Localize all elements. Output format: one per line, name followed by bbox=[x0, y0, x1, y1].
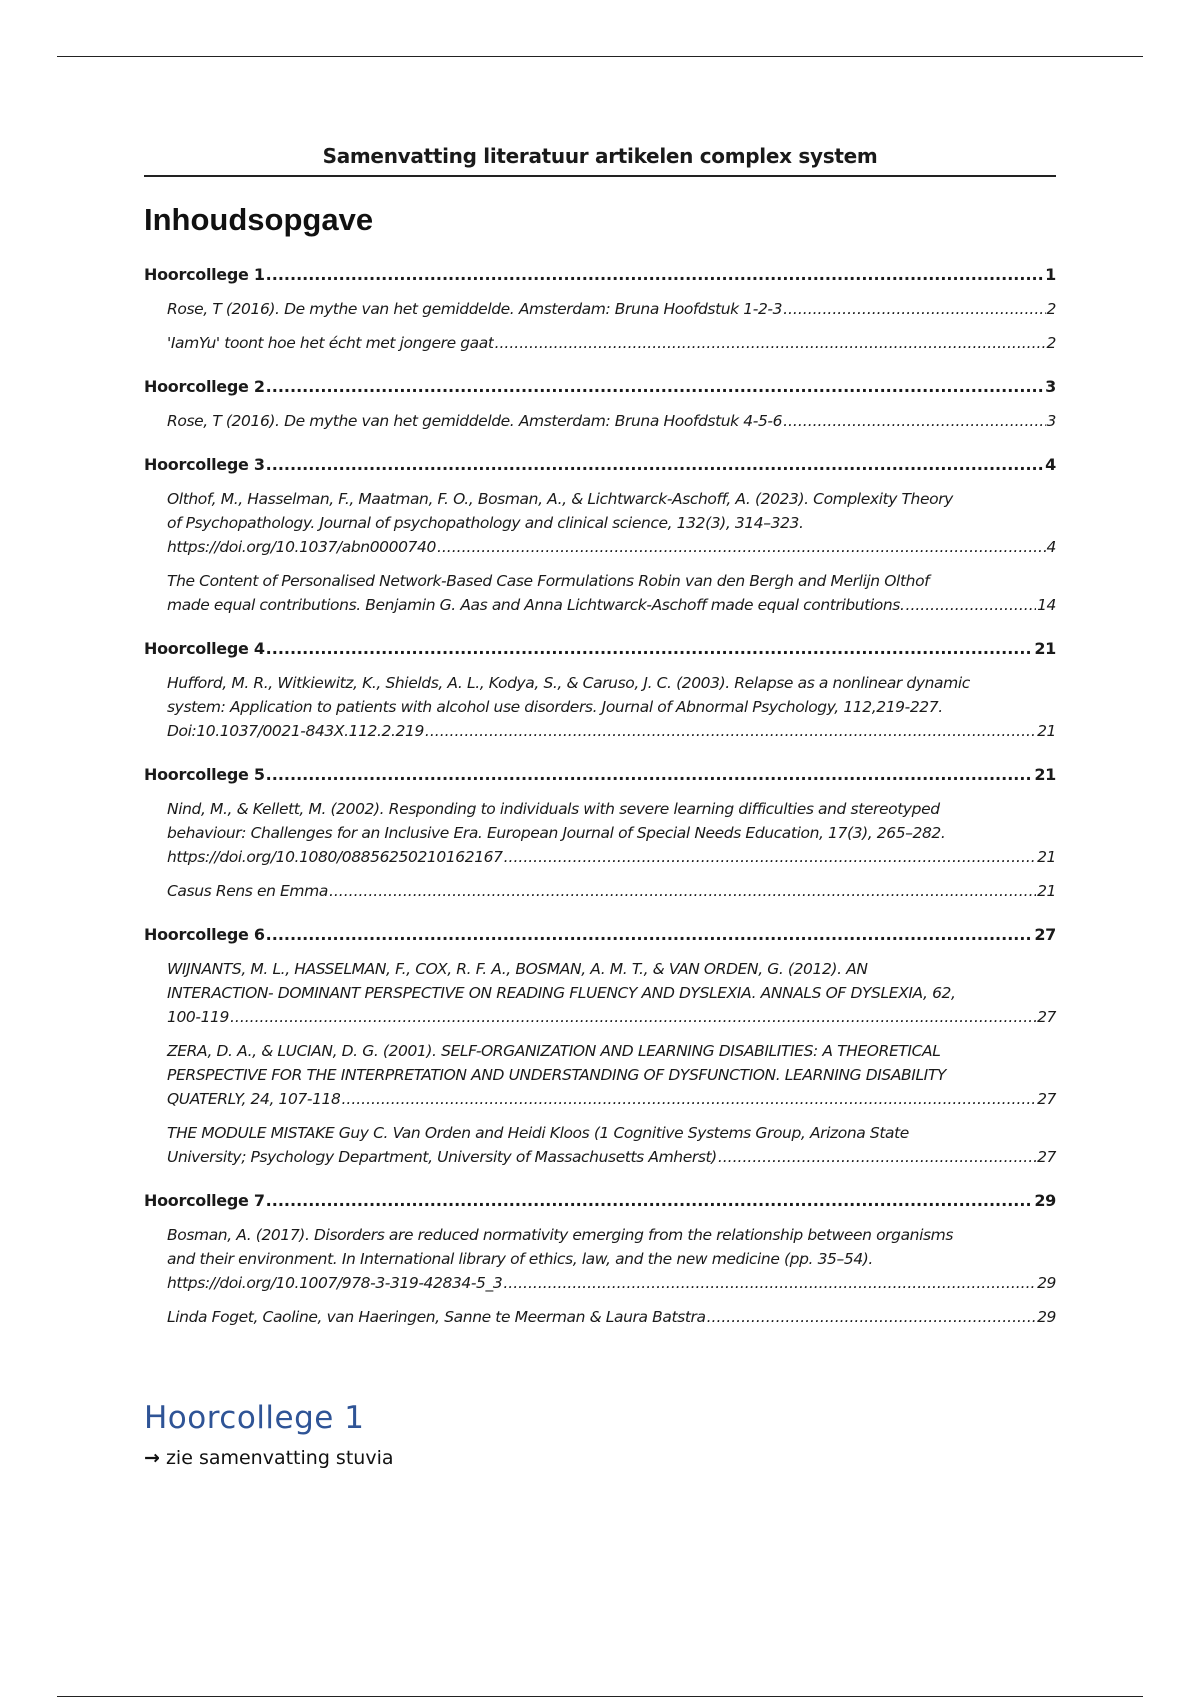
toc-page-number: 29 bbox=[1037, 1308, 1056, 1326]
toc-entry-line: behaviour: Challenges for an Inclusive Era. European Journal of Special Needs Education, 17(3), 265–282. bbox=[167, 824, 946, 842]
toc-page-number: 21 bbox=[1037, 882, 1056, 900]
toc-entry-line: https://doi.org/10.1080/08856250210162167 bbox=[167, 848, 503, 866]
toc-page-number: 14 bbox=[1037, 596, 1056, 614]
toc-entry-title: Hoorcollege 4 bbox=[144, 639, 265, 658]
toc-entry-line: Rose, T (2016). De mythe van het gemiddelde. Amsterdam: Bruna Hoofdstuk 4-5-6 bbox=[167, 412, 783, 430]
toc-entry-line: system: Application to patients with alcohol use disorders. Journal of Abnormal Psychology, 112,219-227. bbox=[167, 698, 943, 716]
toc-page-number: 27 bbox=[1037, 1008, 1056, 1026]
toc-leader-dots bbox=[266, 375, 1044, 399]
toc-entry-main[interactable] bbox=[144, 263, 1056, 287]
page-top-rule bbox=[57, 56, 1143, 57]
toc-entry-line: https://doi.org/10.1037/abn0000740 bbox=[167, 538, 436, 556]
toc-page-number: 21 bbox=[1037, 848, 1056, 866]
toc-entry-line: ZERA, D. A., & LUCIAN, D. G. (2001). SELF-ORGANIZATION AND LEARNING DISABILITIES: A THEORETICAL bbox=[167, 1042, 941, 1060]
toc-page-number: 2 bbox=[1046, 334, 1056, 352]
toc-leader-dots bbox=[266, 923, 1034, 947]
toc-leader-dots bbox=[425, 719, 1036, 743]
toc-entry-line: QUATERLY, 24, 107-118 bbox=[167, 1090, 341, 1108]
toc-entry-line: Olthof, M., Hasselman, F., Maatman, F. O., Bosman, A., & Lichtwarck-Aschoff, A. (2023). Complexity Theory bbox=[167, 490, 953, 508]
toc-page-number: 27 bbox=[1034, 925, 1056, 944]
toc-page-number: 29 bbox=[1034, 1191, 1056, 1210]
toc-entry-line: made equal contributions. Benjamin G. Aas and Anna Lichtwarck-Aschoff made equal contributions. bbox=[167, 596, 905, 614]
toc-page-number: 27 bbox=[1037, 1148, 1056, 1166]
toc-leader-dots bbox=[266, 763, 1034, 787]
toc-entry-sub[interactable] bbox=[144, 1305, 1056, 1329]
toc-leader-dots bbox=[437, 535, 1046, 559]
page-bottom-rule bbox=[57, 1696, 1143, 1697]
toc-entry-sub[interactable] bbox=[144, 297, 1056, 321]
toc-entry-sub[interactable] bbox=[144, 487, 1056, 559]
toc-leader-dots bbox=[266, 1189, 1034, 1213]
toc-entry-title: Hoorcollege 2 bbox=[144, 377, 265, 396]
toc-leader-dots bbox=[495, 331, 1046, 355]
toc-leader-dots bbox=[718, 1145, 1036, 1169]
toc-entry-main[interactable] bbox=[144, 1189, 1056, 1213]
toc-entry-line: Bosman, A. (2017). Disorders are reduced normativity emerging from the relationship between organisms bbox=[167, 1226, 954, 1244]
toc-entry-main[interactable] bbox=[144, 375, 1056, 399]
toc-leader-dots bbox=[906, 593, 1037, 617]
toc-leader-dots bbox=[503, 1271, 1036, 1295]
toc-leader-dots bbox=[230, 1005, 1036, 1029]
toc-entry-main[interactable] bbox=[144, 763, 1056, 787]
toc-leader-dots bbox=[341, 1087, 1036, 1111]
toc-entry-sub[interactable] bbox=[144, 1223, 1056, 1295]
toc-entry-title: Hoorcollege 7 bbox=[144, 1191, 265, 1210]
toc-entry-sub[interactable] bbox=[144, 1121, 1056, 1169]
toc-entry-line: PERSPECTIVE FOR THE INTERPRETATION AND UNDERSTANDING OF DYSFUNCTION. LEARNING DISABILITY bbox=[167, 1066, 946, 1084]
toc-entry-title: Hoorcollege 5 bbox=[144, 765, 265, 784]
toc-page-number: 21 bbox=[1034, 639, 1056, 658]
toc-leader-dots bbox=[329, 879, 1036, 903]
toc-entry-sub[interactable] bbox=[144, 1039, 1056, 1111]
toc-entry-line: Doi:10.1037/0021-843X.112.2.219 bbox=[167, 722, 424, 740]
toc-entry-line: University; Psychology Department, University of Massachusetts Amherst) bbox=[167, 1148, 717, 1166]
toc-entry-sub[interactable] bbox=[144, 409, 1056, 433]
toc-entry-sub[interactable] bbox=[144, 957, 1056, 1029]
toc-leader-dots bbox=[266, 263, 1044, 287]
toc-leader-dots bbox=[707, 1305, 1036, 1329]
toc-entry-sub[interactable] bbox=[144, 671, 1056, 743]
toc-entry-sub[interactable] bbox=[144, 569, 1056, 617]
toc-entry-line: Hufford, M. R., Witkiewitz, K., Shields, A. L., Kodya, S., & Caruso, J. C. (2003). Relapse as a nonlinear dynamic bbox=[167, 674, 970, 692]
section-body bbox=[144, 1447, 394, 1469]
toc-page-number: 1 bbox=[1045, 265, 1056, 284]
toc-entry-main[interactable] bbox=[144, 637, 1056, 661]
document-header-title: Samenvatting literatuur artikelen complex system bbox=[322, 144, 878, 168]
toc-page-number: 4 bbox=[1046, 538, 1056, 556]
toc-entry-sub[interactable] bbox=[144, 331, 1056, 355]
toc-page-number: 4 bbox=[1045, 455, 1056, 474]
toc-entry-line: 100-119 bbox=[167, 1008, 229, 1026]
toc-leader-dots bbox=[783, 297, 1045, 321]
toc-entry-line: Linda Foget, Caoline, van Haeringen, Sanne te Meerman & Laura Batstra bbox=[167, 1308, 706, 1326]
toc-page-number: 21 bbox=[1034, 765, 1056, 784]
toc-page-number: 21 bbox=[1037, 722, 1056, 740]
toc-leader-dots bbox=[266, 637, 1034, 661]
toc-page-number: 3 bbox=[1045, 377, 1056, 396]
toc-entry-sub[interactable] bbox=[144, 879, 1056, 903]
toc-entry-line: and their environment. In International library of ethics, law, and the new medicine (pp. 35–54). bbox=[167, 1250, 873, 1268]
toc-entry-line: https://doi.org/10.1007/978-3-319-42834-5_3 bbox=[167, 1274, 503, 1292]
toc-heading: Inhoudsopgave bbox=[144, 202, 374, 237]
toc-page-number: 2 bbox=[1046, 300, 1056, 318]
toc-page-number: 29 bbox=[1037, 1274, 1056, 1292]
toc-leader-dots bbox=[266, 453, 1044, 477]
toc-entry-line: THE MODULE MISTAKE Guy C. Van Orden and Heidi Kloos (1 Cognitive Systems Group, Arizona State bbox=[167, 1124, 909, 1142]
toc-entry-line: The Content of Personalised Network-Based Case Formulations Robin van den Bergh and Merlijn Olthof bbox=[167, 572, 930, 590]
section-heading[interactable]: Hoorcollege 1 bbox=[144, 1400, 365, 1436]
toc-leader-dots bbox=[504, 845, 1036, 869]
toc-entry-line: WIJNANTS, M. L., HASSELMAN, F., COX, R. F. A., BOSMAN, A. M. T., & VAN ORDEN, G. (2012). AN bbox=[167, 960, 868, 978]
section-body-text: zie samenvatting stuvia bbox=[159, 1447, 394, 1469]
toc-entry-line: INTERACTION- DOMINANT PERSPECTIVE ON READING FLUENCY AND DYSLEXIA. ANNALS OF DYSLEXIA, 62, bbox=[167, 984, 956, 1002]
header-rule bbox=[144, 175, 1056, 177]
toc-page-number: 3 bbox=[1046, 412, 1056, 430]
toc-entry-main[interactable] bbox=[144, 453, 1056, 477]
toc-page-number: 27 bbox=[1037, 1090, 1056, 1108]
toc-entry-sub[interactable] bbox=[144, 797, 1056, 869]
toc-entry-line: Casus Rens en Emma bbox=[167, 882, 328, 900]
table-of-contents bbox=[144, 263, 1056, 1329]
toc-entry-main[interactable] bbox=[144, 923, 1056, 947]
toc-entry-line: Rose, T (2016). De mythe van het gemiddelde. Amsterdam: Bruna Hoofdstuk 1-2-3 bbox=[167, 300, 783, 318]
toc-entry-line: of Psychopathology. Journal of psychopathology and clinical science, 132(3), 314–323. bbox=[167, 514, 804, 532]
toc-entry-line: Nind, M., & Kellett, M. (2002). Responding to individuals with severe learning difficulties and stereotyped bbox=[167, 800, 940, 818]
arrow-right-icon: → bbox=[144, 1447, 160, 1469]
toc-entry-line: 'IamYu' toont hoe het écht met jongere gaat bbox=[167, 334, 494, 352]
toc-entry-title: Hoorcollege 1 bbox=[144, 265, 265, 284]
toc-leader-dots bbox=[783, 409, 1045, 433]
toc-entry-title: Hoorcollege 3 bbox=[144, 455, 265, 474]
toc-entry-title: Hoorcollege 6 bbox=[144, 925, 265, 944]
